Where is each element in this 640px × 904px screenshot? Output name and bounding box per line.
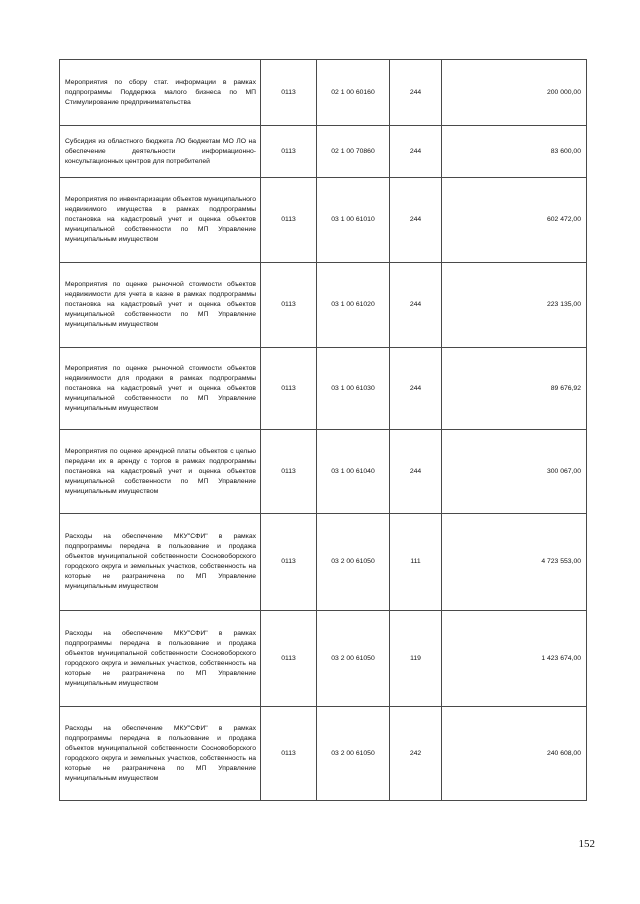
expense-name: Мероприятия по оценке рыночной стоимости объектов недвижимости для учета в казне в рамках подпрограммы постановка на кадастровый учет и оценка объектов муниципальной собственности по МП Управление муниципальным имуществом [60,263,261,348]
section-code: 0113 [261,60,317,126]
amount: 602 472,00 [442,178,587,263]
target-code: 03 2 00 61050 [317,514,390,611]
table-row [60,263,587,348]
table-row [60,348,587,430]
target-code: 02 1 00 60160 [317,60,390,126]
expense-type-code: 242 [390,707,442,801]
section-code: 0113 [261,430,317,514]
expense-type-code: 244 [390,126,442,178]
section-code: 0113 [261,126,317,178]
expense-name: Расходы на обеспечение МКУ"СФИ" в рамках подпрограммы передача в пользование и продажа объектов муниципальной собственности Сосновоборского городского округа и земельных участков, собственность на которые не разграничена по МП Управление муниципальным имуществом [60,514,261,611]
target-code: 03 2 00 61050 [317,707,390,801]
expense-name: Субсидия из областного бюджета ЛО бюджетам МО ЛО на обеспечение деятельности информационно-консультационных центров для потребителей [60,126,261,178]
target-code: 03 1 00 61020 [317,263,390,348]
expense-name: Мероприятия по оценке арендной платы объектов с целью передачи их в аренду с торгов в рамках подпрограммы постановка на кадастровый учет и оценка объектов муниципальной собственности по МП Управление муниципальным имуществом [60,430,261,514]
target-code: 03 2 00 61050 [317,611,390,707]
target-code: 03 1 00 61040 [317,430,390,514]
amount: 1 423 674,00 [442,611,587,707]
amount: 89 676,92 [442,348,587,430]
section-code: 0113 [261,514,317,611]
expense-type-code: 244 [390,348,442,430]
expense-name: Расходы на обеспечение МКУ"СФИ" в рамках подпрограммы передача в пользование и продажа объектов муниципальной собственности Сосновоборского городского округа и земельных участков, собственность на которые не разграничена по МП Управление муниципальным имуществом [60,611,261,707]
expense-name: Мероприятия по инвентаризации объектов муниципального недвижимого имущества в рамках подпрограммы постановка на кадастровый учет и оценка объектов муниципальной собственности по МП Управление муниципальным имуществом [60,178,261,263]
section-code: 0113 [261,348,317,430]
table-row [60,60,587,126]
table-row [60,430,587,514]
amount: 200 000,00 [442,60,587,126]
amount: 300 067,00 [442,430,587,514]
expense-type-code: 244 [390,263,442,348]
expense-type-code: 119 [390,611,442,707]
expense-name: Расходы на обеспечение МКУ"СФИ" в рамках подпрограммы передача в пользование и продажа объектов муниципальной собственности Сосновоборского городского округа и земельных участков, собственность на которые не разграничена по МП Управление муниципальным имуществом [60,707,261,801]
page-number: 152 [578,838,595,850]
section-code: 0113 [261,707,317,801]
amount: 223 135,00 [442,263,587,348]
section-code: 0113 [261,178,317,263]
target-code: 02 1 00 70860 [317,126,390,178]
table-row [60,514,587,611]
table-row [60,611,587,707]
table-row [60,707,587,801]
section-code: 0113 [261,263,317,348]
expense-type-code: 244 [390,178,442,263]
amount: 240 608,00 [442,707,587,801]
section-code: 0113 [261,611,317,707]
expense-name: Мероприятия по сбору стат. информации в рамках подпрограммы Поддержка малого бизнеса по МП Стимулирование предпринимательства [60,60,261,126]
expense-type-code: 244 [390,430,442,514]
expense-type-code: 111 [390,514,442,611]
table-row [60,126,587,178]
amount: 83 600,00 [442,126,587,178]
table-row [60,178,587,263]
amount: 4 723 553,00 [442,514,587,611]
target-code: 03 1 00 61010 [317,178,390,263]
expense-name: Мероприятия по оценке рыночной стоимости объектов недвижимости для продажи в рамках подпрограммы постановка на кадастровый учет и оценка объектов муниципальной собственности по МП Управление муниципальным имуществом [60,348,261,430]
budget-table [59,59,587,801]
expense-type-code: 244 [390,60,442,126]
target-code: 03 1 00 61030 [317,348,390,430]
